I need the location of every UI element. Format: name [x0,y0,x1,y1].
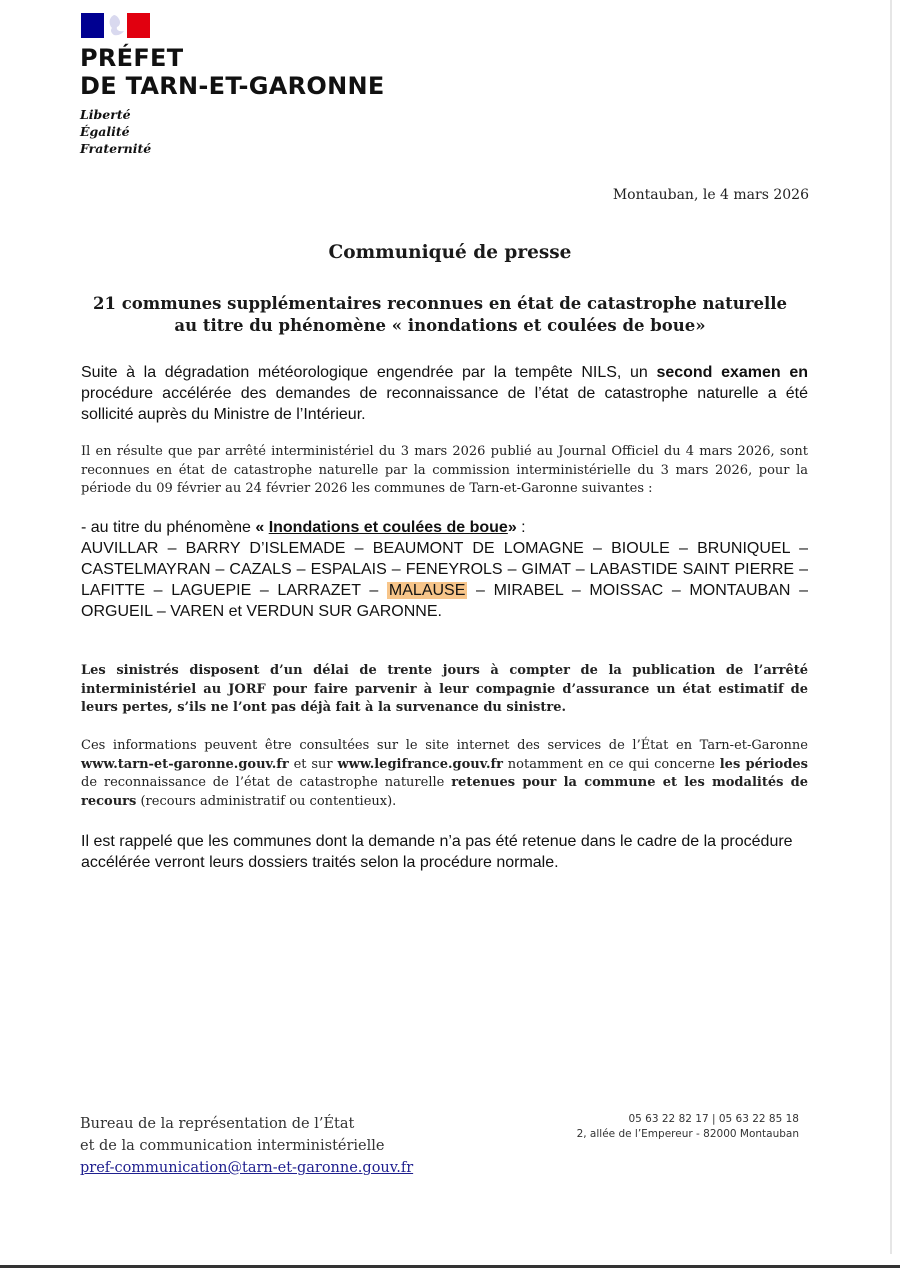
subtitle-line1: 21 communes supplémentaires reconnues en état de catastrophe naturelle [92,294,787,313]
phenomene-line [81,517,808,538]
communes-after: – MIRABEL – MOISSAC – MONTAUBAN – ORGUEIL – VAREN et VERDUN SUR GARONNE. [81,582,809,620]
footer-contact [80,1113,413,1179]
info-text-2: et sur [288,756,338,772]
prefecture-name-line2: DE TARN-ET-GARONNE [80,72,385,100]
footer-bureau-line2: et de la communication interministérielle [80,1138,385,1154]
communes-list [81,538,808,622]
scan-edge-bottom [0,1265,900,1268]
paragraph-arrete: Il en résulte que par arrêté interministériel du 3 mars 2026 publié au Journal Officiel du 4 mars 2026, sont reconnues en état de catastrophe naturelle par la commission interministérielle du 3 mars 2026, pour la période du 09 février au 24 février 2026 les communes de Tarn-et-Garonne suivantes : [81,444,808,497]
document-date: Montauban, le 4 mars 2026 [612,187,809,203]
flag-blue-band [81,13,104,38]
info-text-5: (recours administratif ou contentieux). [136,793,397,809]
paragraph-rappel: Il est rappelé que les communes dont la demande n’a pas été retenue dans le cadre de la procédure accélérée verront leurs dossiers traités selon la procédure normale. [81,833,793,871]
footer-address [577,1112,799,1142]
motto-egalite: Égalité [80,124,130,139]
paragraph-informations [81,737,808,811]
intro-bold: second examen en [656,364,809,381]
footer-email-link[interactable]: pref-communication@tarn-et-garonne.gouv.fr [80,1160,414,1176]
info-text-3: notamment en ce qui concerne [502,756,720,772]
footer-bureau-line1: Bureau de la représentation de l’État [80,1116,355,1132]
footer-street-address: 2, allée de l’Empereur - 82000 Montauban [576,1128,799,1140]
document-title: Communiqué de presse [328,242,572,263]
info-bold-periodes: les périodes [719,756,808,772]
paragraph-intro [81,362,808,425]
phenomene-name: Inondations et coulées de boue [268,519,508,536]
republique-flag-logo [81,13,150,38]
info-text-4: de reconnaissance de l’état de catastrophe naturelle [81,775,452,791]
phenomene-close-quote: » [507,519,517,536]
document-subtitle [60,293,820,337]
footer-phones: 05 63 22 82 17 | 05 63 22 85 18 [628,1113,799,1125]
scan-edge-right [890,0,892,1254]
link-tarn-et-garonne[interactable]: www.tarn-et-garonne.gouv.fr [81,756,289,772]
flag-red-band [127,13,150,38]
link-legifrance[interactable]: www.legifrance.gouv.fr [337,756,503,772]
info-text-1: Ces informations peuvent être consultées sur le site internet des services de l’État en Tarn-et-Garonne [81,738,808,753]
motto-fraternite: Fraternité [80,141,152,156]
phenomene-prefix: - au titre du phénomène [81,519,256,536]
phenomene-suffix: : [516,519,526,536]
republic-motto [80,106,151,157]
marianne-profile-icon [104,13,127,38]
subtitle-line2: au titre du phénomène « inondations et coulées de boue» [174,316,706,335]
commune-highlighted: MALAUSE [388,582,466,599]
prefecture-name [80,44,385,100]
paragraph-communes [81,517,808,622]
communes-before: AUVILLAR – BARRY D’ISLEMADE – BEAUMONT DE LOMAGNE – BIOULE – BRUNIQUEL – CASTELMAYRAN – CAZALS – ESPALAIS – FENEYROLS – GIMAT – LABASTIDE SAINT PIERRE – LAFITTE – LAGUEPIE – LARRAZET – [81,540,808,599]
motto-liberte: Liberté [80,107,131,122]
intro-text-part2: procédure accélérée des demandes de reconnaissance de l’état de catastrophe naturelle a été sollicité auprès du Ministre de l’Intérieur. [81,385,808,423]
info-bold-modalites: retenues pour la commune et les modalités de recours [81,775,809,809]
paragraph-delai: Les sinistrés disposent d’un délai de trente jours à compter de la publication de l’arrêté interministériel au JORF pour faire parvenir à leur compagnie d’assurance un état estimatif de leurs pertes, s’ils ne l’ont pas déjà fait à la survenance du sinistre. [81,663,808,716]
intro-text-part1: Suite à la dégradation météorologique engendrée par la tempête NILS, un [81,364,657,381]
flag-white-band [104,13,127,38]
prefecture-name-line1: PRÉFET [80,44,184,72]
phenomene-open-quote: « [255,519,269,536]
